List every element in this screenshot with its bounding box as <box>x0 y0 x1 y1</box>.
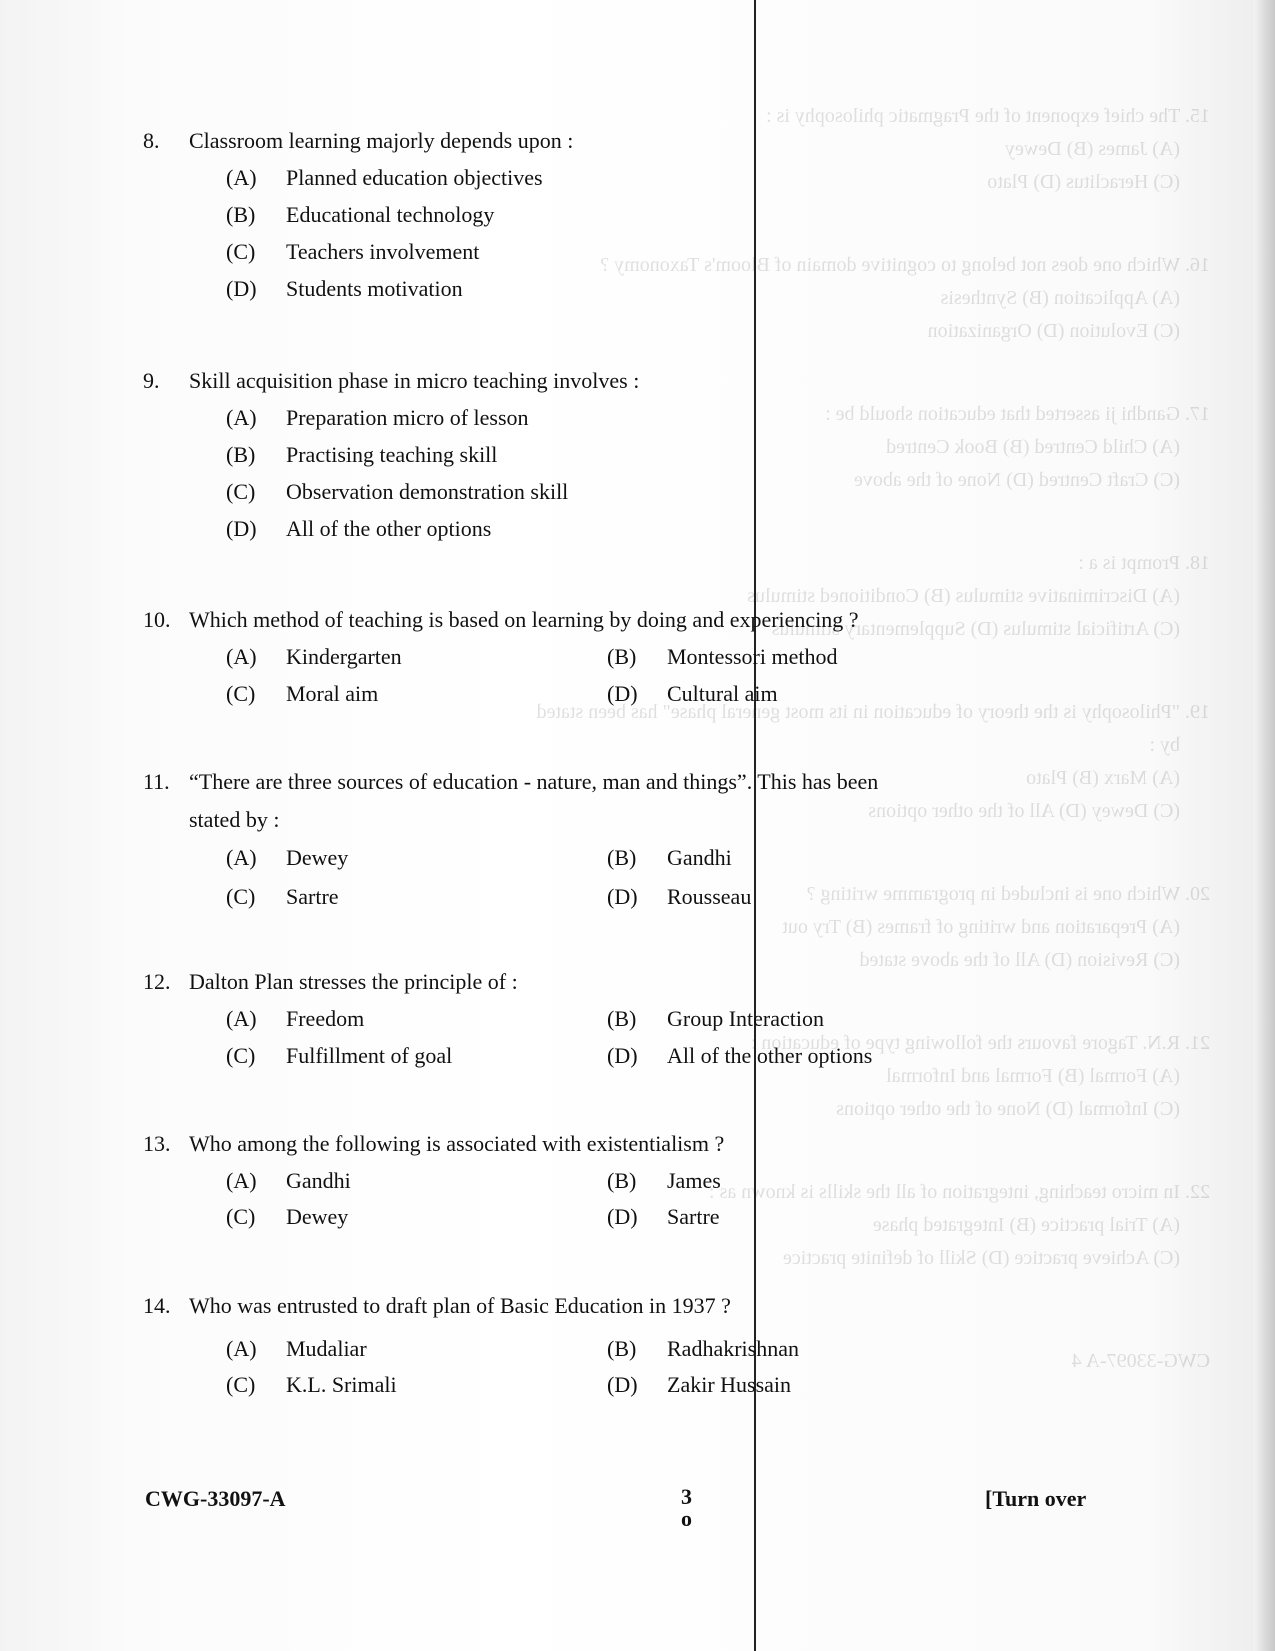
page-mark: o <box>681 1506 692 1531</box>
option-text: Practising teaching skill <box>286 442 498 467</box>
page-edge <box>1253 0 1275 1651</box>
option-label: (C) <box>226 479 256 504</box>
option-label: (D) <box>607 884 638 909</box>
option-text: Mudaliar <box>286 1336 367 1361</box>
option-label: (D) <box>226 516 257 541</box>
option-text: Rousseau <box>667 884 752 909</box>
bleed-line: (C) Informal (D) None of the other options <box>836 1098 1180 1120</box>
question-13 <box>143 1131 724 1157</box>
option-c <box>226 681 378 707</box>
question-number: 13. <box>143 1131 171 1156</box>
option-text: Zakir Hussain <box>667 1372 792 1397</box>
option-label: (C) <box>226 884 256 909</box>
bleed-line: 19. "Philosophy is the theory of education in its most general phase" has been stated <box>536 701 1210 723</box>
option-label: (D) <box>607 681 638 706</box>
option-label: (A) <box>226 644 257 669</box>
option-text: Group Interaction <box>667 1006 824 1031</box>
option-d <box>607 1204 720 1230</box>
question-number: 8. <box>143 128 160 153</box>
option-label: (B) <box>607 1006 637 1031</box>
option-text: Montessori method <box>667 644 838 669</box>
turn-over-label: [Turn over <box>985 1486 1087 1511</box>
option-c <box>226 884 339 910</box>
option-b <box>607 1006 824 1032</box>
option-label: (A) <box>226 845 257 870</box>
option-text: Planned education objectives <box>286 165 543 190</box>
bleed-line: 15. The chief exponent of the Pragmatic philosophy is : <box>766 105 1210 127</box>
question-8 <box>143 128 573 154</box>
bleed-line: (C) Craft Centred (D) None of the above <box>854 469 1180 491</box>
option-label: (C) <box>226 1372 256 1397</box>
option-label: (B) <box>607 845 637 870</box>
option-a <box>226 1336 367 1362</box>
question-text: Who was entrusted to draft plan of Basic Education in 1937 ? <box>189 1293 731 1318</box>
bleed-line: (A) James (B) Dewey <box>1005 138 1180 160</box>
option-text: Radhakrishnan <box>667 1336 799 1361</box>
bleed-line: (A) Preparation and writing of frames (B) Try out <box>782 916 1180 938</box>
option-d <box>607 681 778 707</box>
bleed-line: (A) Discriminative stimulus (B) Conditioned stimulus <box>747 585 1180 607</box>
option-a <box>226 1006 364 1032</box>
bleed-line: (C) Achieve practice (D) Skill of definite practice <box>782 1247 1180 1269</box>
question-number: 14. <box>143 1293 171 1318</box>
option-label: (B) <box>226 202 256 227</box>
option-text: Kindergarten <box>286 644 402 669</box>
option-c <box>226 1204 348 1230</box>
option-text: Gandhi <box>667 845 732 870</box>
bleed-line: (C) Dewey (D) All of the other options <box>868 800 1180 822</box>
question-number: 11. <box>143 769 170 794</box>
option-label: (A) <box>226 165 257 190</box>
question-text: Skill acquisition phase in micro teaching involves : <box>189 368 640 393</box>
option-d <box>226 276 463 302</box>
bleed-line: (A) Child Centred (B) Book Centred <box>886 436 1180 458</box>
page-number <box>681 1486 692 1530</box>
question-14 <box>143 1293 731 1319</box>
option-text: All of the other options <box>286 516 492 541</box>
bleed-line: 21. R.N. Tagore favours the following type of education : <box>750 1032 1210 1054</box>
bleed-line: (A) Formal (B) Formal and Informal <box>886 1065 1180 1087</box>
option-b <box>607 1336 799 1362</box>
option-b <box>226 202 494 228</box>
option-label: (D) <box>226 276 257 301</box>
question-text-continued: stated by : <box>189 807 280 832</box>
option-text: Educational technology <box>286 202 495 227</box>
option-label: (D) <box>607 1372 638 1397</box>
option-text: Sartre <box>286 884 339 909</box>
option-text: Fulfillment of goal <box>286 1043 453 1068</box>
option-a <box>226 405 529 431</box>
option-text: James <box>667 1168 721 1193</box>
option-text: Teachers involvement <box>286 239 480 264</box>
question-text: “There are three sources of education - nature, man and things”. This has been <box>189 769 879 794</box>
bleed-line: 20. Which one is included in programme writing ? <box>806 883 1210 905</box>
bleed-line: (A) Application (B) Synthesis <box>940 287 1180 309</box>
option-label: (A) <box>226 405 257 430</box>
bleed-line: 17. Gandhi ji asserted that education should be : <box>825 403 1210 425</box>
option-a <box>226 1168 351 1194</box>
question-text: Dalton Plan stresses the principle of : <box>189 969 518 994</box>
bleed-line: (A) Trial practice (B) Integrated phase <box>872 1214 1180 1236</box>
option-b <box>226 442 497 468</box>
option-d <box>607 1043 872 1069</box>
option-label: (C) <box>226 1204 256 1229</box>
question-10 <box>143 607 859 633</box>
option-label: (C) <box>226 681 256 706</box>
question-text: Who among the following is associated with existentialism ? <box>189 1131 725 1156</box>
option-a <box>226 165 543 191</box>
option-label: (B) <box>607 644 637 669</box>
option-label: (C) <box>226 239 256 264</box>
option-label: (A) <box>226 1336 257 1361</box>
option-text: Preparation micro of lesson <box>286 405 529 430</box>
option-text: Moral aim <box>286 681 379 706</box>
option-label: (D) <box>607 1043 638 1068</box>
bleed-line: 18. Prompt is a : <box>1078 552 1210 574</box>
option-c <box>226 1043 452 1069</box>
option-a <box>226 644 402 670</box>
option-text: Students motivation <box>286 276 463 301</box>
bleed-line: (C) Evolution (D) Organization <box>927 320 1180 342</box>
bleed-through-text <box>536 100 1210 1420</box>
paper-code: CWG-33097-A <box>145 1486 286 1511</box>
question-number: 12. <box>143 969 171 994</box>
question-text: Classroom learning majorly depends upon : <box>189 128 574 153</box>
bleed-line: (C) Artificial stimulus (D) Supplementary stimulus <box>771 618 1180 640</box>
option-label: (C) <box>226 1043 256 1068</box>
bleed-line: by : <box>1149 734 1180 756</box>
option-label: (B) <box>607 1168 637 1193</box>
question-text: Which method of teaching is based on learning by doing and experiencing ? <box>189 607 859 632</box>
option-d <box>226 516 491 542</box>
option-d <box>607 884 751 910</box>
page-number-value: 3 <box>681 1484 692 1509</box>
option-label: (A) <box>226 1006 257 1031</box>
option-c <box>226 1372 397 1398</box>
option-text: K.L. Srimali <box>286 1372 397 1397</box>
option-label: (B) <box>607 1336 637 1361</box>
option-text: Freedom <box>286 1006 365 1031</box>
option-a <box>226 845 348 871</box>
option-label: (D) <box>607 1204 638 1229</box>
question-12 <box>143 969 518 995</box>
bleed-line: CWG-33097-A 4 <box>1071 1350 1210 1372</box>
option-text: Dewey <box>286 845 349 870</box>
question-9 <box>143 368 639 394</box>
option-text: Dewey <box>286 1204 349 1229</box>
option-label: (A) <box>226 1168 257 1193</box>
bleed-line: (C) Heraclitus (D) Plato <box>987 171 1180 193</box>
question-number: 9. <box>143 368 160 393</box>
option-d <box>607 1372 791 1398</box>
option-text: Sartre <box>667 1204 720 1229</box>
bleed-line: 22. In micro teaching, integration of all the skills is known as : <box>708 1181 1210 1203</box>
option-c <box>226 239 479 265</box>
option-label: (B) <box>226 442 256 467</box>
option-text: All of the other options <box>667 1043 873 1068</box>
option-text: Observation demonstration skill <box>286 479 569 504</box>
option-c <box>226 479 568 505</box>
question-number: 10. <box>143 607 171 632</box>
option-text: Gandhi <box>286 1168 351 1193</box>
option-text: Cultural aim <box>667 681 778 706</box>
question-11 <box>143 769 878 833</box>
bleed-line: (C) Revision (D) All of the above stated <box>859 949 1180 971</box>
option-b <box>607 845 732 871</box>
bleed-line: 16. Which one does not belong to cognitive domain of Bloom's Taxonomy ? <box>600 254 1210 276</box>
bleed-line: (A) Marx (B) Plato <box>1026 767 1180 789</box>
option-b <box>607 1168 721 1194</box>
option-b <box>607 644 838 670</box>
